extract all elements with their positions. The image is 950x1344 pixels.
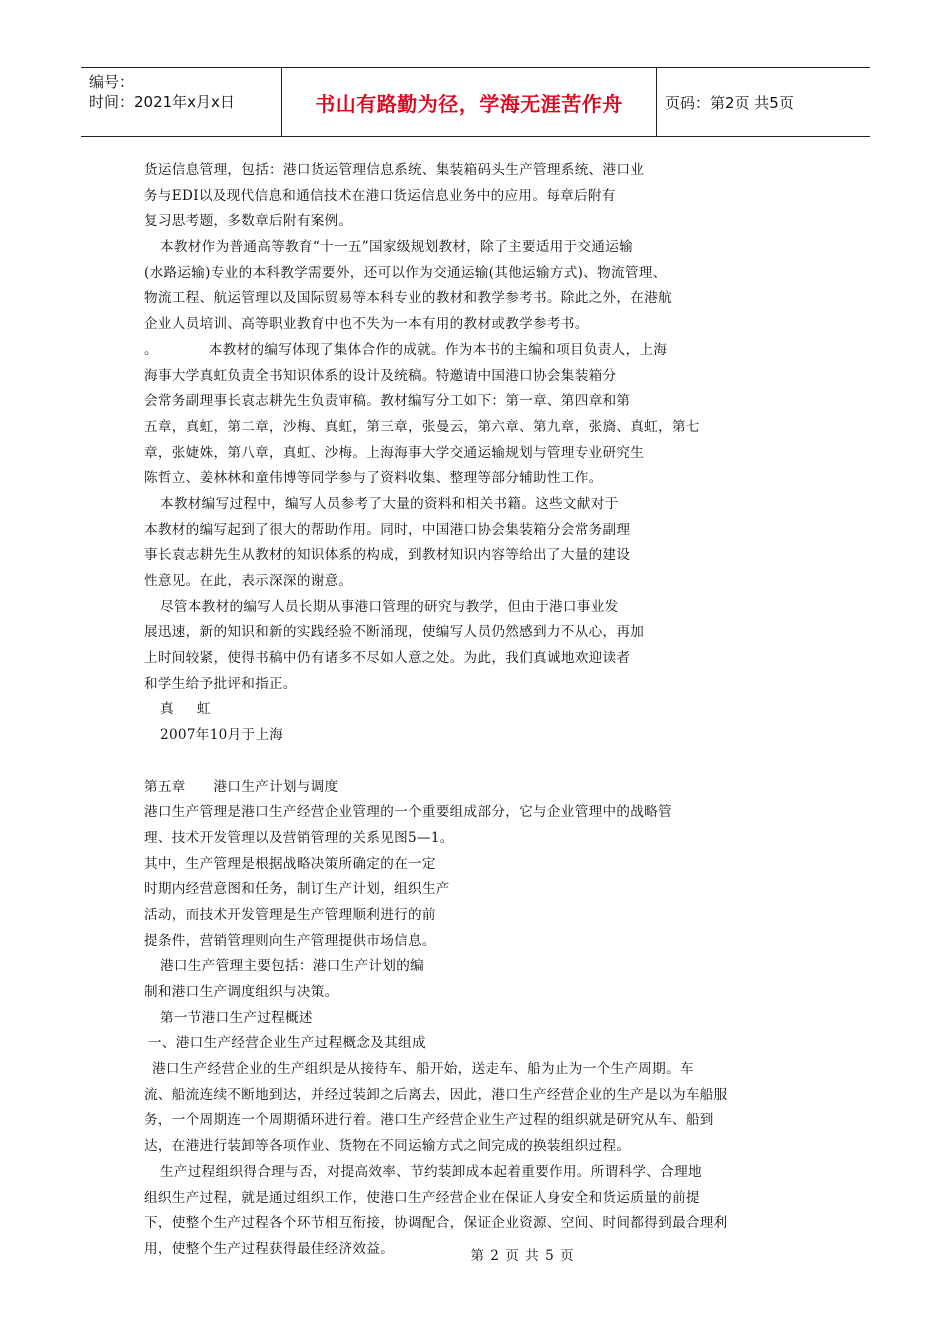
body-line: 展迅速，新的知识和新的实践经验不断涌现，使编写人员仍然感到力不从心，再加 — [144, 624, 645, 641]
body-line: 提条件，营销管理则向生产管理提供市场信息。 — [144, 932, 436, 949]
section-title: 第一节港口生产过程概述 — [160, 1009, 313, 1026]
body-line: 上时间较紧，使得书稿中仍有诸多不尽如人意之处。为此，我们真诚地欢迎读者 — [144, 650, 631, 667]
body-line: (水路运输)专业的本科教学需要外，还可以作为交通运输(其他运输方式)、物流管理、 — [144, 264, 667, 281]
body-line: 生产过程组织得合理与否，对提高效率、节约装卸成本起着重要作用。所谓科学、合理地 — [160, 1163, 702, 1180]
body-line: 其中，生产管理是根据战略决策所确定的在一定 — [144, 855, 436, 872]
body-line: 下，使整个生产过程各个环节相互衔接，协调配合，保证企业资源、空间、时间都得到最合理利 — [144, 1215, 728, 1232]
signature-name: 真 虹 — [160, 701, 211, 718]
body-line: 制和港口生产调度组织与决策。 — [144, 984, 339, 1000]
body-line: 港口生产管理主要包括：港口生产计划的编 — [160, 958, 424, 975]
body-line: 货运信息管理，包括：港口货运管理信息系统、集装箱码头生产管理系统、港口业 — [144, 162, 645, 178]
body-line: 事长袁志耕先生从教材的知识体系的构成，到教材知识内容等给出了大量的建设 — [144, 547, 631, 564]
body-line: 达，在港进行装卸等各项作业、货物在不同运输方式之间完成的换装组织过程。 — [144, 1138, 631, 1155]
chapter-title: 第五章 港口生产计划与调度 — [144, 778, 339, 795]
header-table — [81, 67, 870, 137]
body-line: 会常务副理事长袁志耕先生负责审稿。教材编写分工如下：第一章、第四章和第 — [144, 393, 631, 410]
body-line: 尽管本教材的编写人员长期从事港口管理的研究与教学，但由于港口事业发 — [160, 598, 619, 615]
body-line: 陈哲立、姜林林和童伟博等同学参与了资料收集、整理等部分辅助性工作。 — [144, 470, 603, 487]
body-line: 企业人员培训、高等职业教育中也不失为一本有用的教材或教学参考书。 — [144, 316, 589, 333]
body-line: 流、船流连续不断地到达，并经过装卸之后离去，因此，港口生产经营企业的生产是以为车船服 — [144, 1086, 728, 1103]
header-page-number: 页码：第2页 共5页 — [665, 93, 794, 112]
body-line: 。 本教材的编写体现了集体合作的成就。作为本书的主编和项目负责人，上海 — [144, 341, 668, 358]
body-line: 复习思考题，多数章后附有案例。 — [144, 213, 353, 230]
body-line: 性意见。在此，表示深深的谢意。 — [144, 573, 353, 589]
body-line: 港口生产管理是港口生产经营企业管理的一个重要组成部分，它与企业管理中的战略管 — [144, 804, 672, 821]
blank-line — [144, 749, 764, 775]
document-body — [144, 158, 764, 1263]
body-line: 和学生给予批评和指正。 — [144, 675, 297, 692]
body-line: 务，一个周期连一个周期循环进行着。港口生产经营企业生产过程的组织就是研究从车、船到 — [144, 1112, 714, 1129]
body-line: 活动，而技术开发管理是生产管理顺利进行的前 — [144, 906, 436, 923]
body-line: 组织生产过程，就是通过组织工作，使港口生产经营企业在保证人身安全和货运质量的前提 — [144, 1189, 700, 1206]
document-number-label: 编号： — [89, 73, 135, 91]
document-date-label: 时间：2021年x月x日 — [89, 93, 235, 111]
header-meta — [81, 68, 282, 136]
page-footer: 第 2 页 共 5 页 — [470, 1248, 575, 1264]
body-line: 时期内经营意图和任务，制订生产计划，组织生产 — [144, 881, 450, 898]
body-line: 本教材编写过程中，编写人员参考了大量的资料和相关书籍。这些文献对于 — [160, 495, 619, 512]
body-line: 本教材作为普通高等教育“十一五”国家级规划教材，除了主要适用于交通运输 — [160, 239, 633, 256]
body-line: 章，张婕姝，第八章，真虹、沙梅。上海海事大学交通运输规划与管理专业研究生 — [144, 444, 645, 461]
signature-date: 2007年10月于上海 — [160, 727, 284, 744]
body-line: 海事大学真虹负责全书知识体系的设计及统稿。特邀请中国港口协会集装箱分 — [144, 367, 617, 384]
body-line: 理、技术开发管理以及营销管理的关系见图5—1。 — [144, 829, 454, 846]
body-line: 用，使整个生产过程获得最佳经济效益。 — [144, 1240, 395, 1257]
body-line: 五章，真虹，第二章，沙梅、真虹，第三章，张曼云，第六章、第九章，张旖、真虹，第七 — [144, 418, 700, 435]
body-line: 本教材的编写起到了很大的帮助作用。同时，中国港口协会集装箱分会常务副理 — [144, 521, 631, 538]
body-line: 物流工程、航运管理以及国际贸易等本科专业的教材和教学参考书。除此之外，在港航 — [144, 290, 672, 307]
body-line: 务与EDI以及现代信息和通信技术在港口货运信息业务中的应用。每章后附有 — [144, 187, 616, 204]
subsection-title: 一、港口生产经营企业生产过程概念及其组成 — [148, 1035, 426, 1052]
body-line: 港口生产经营企业的生产组织是从接待车、船开始，送走车、船为止为一个生产周期。车 — [152, 1061, 694, 1078]
header-motto: 书山有路勤为径，学海无涯苦作舟 — [282, 68, 657, 136]
